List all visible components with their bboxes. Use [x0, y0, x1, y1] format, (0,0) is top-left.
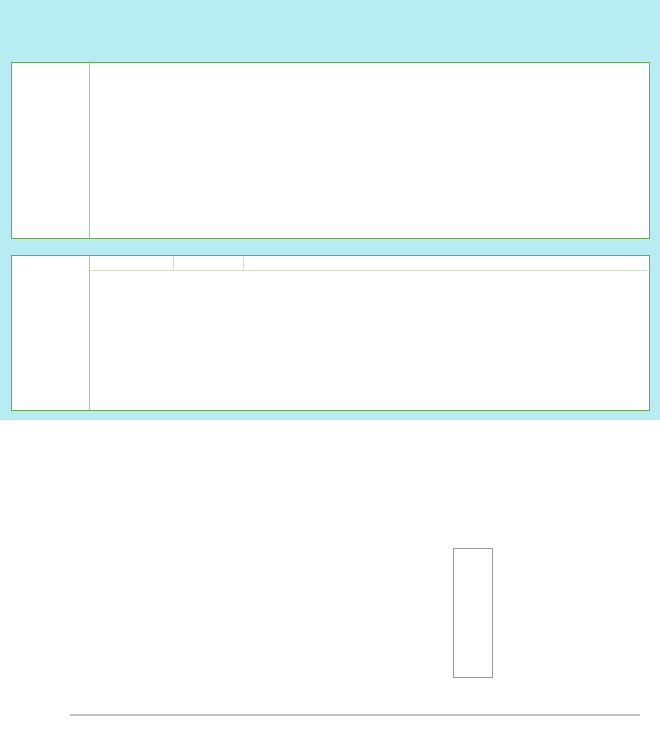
- header-type: [90, 256, 174, 270]
- damage-side-label: [12, 256, 90, 410]
- damage-table: [11, 255, 650, 411]
- header-calc: [244, 256, 649, 270]
- header-value: [174, 256, 244, 270]
- chart-area: [0, 420, 660, 736]
- damage-rows: [90, 256, 649, 271]
- notice-text: [11, 240, 650, 254]
- panel-table: [11, 62, 650, 239]
- damage-bar-chart: [0, 420, 660, 736]
- panel-side-label: [12, 63, 90, 238]
- page-title: [0, 6, 660, 54]
- damage-header-row: [90, 256, 649, 271]
- author-watermark: [453, 548, 493, 678]
